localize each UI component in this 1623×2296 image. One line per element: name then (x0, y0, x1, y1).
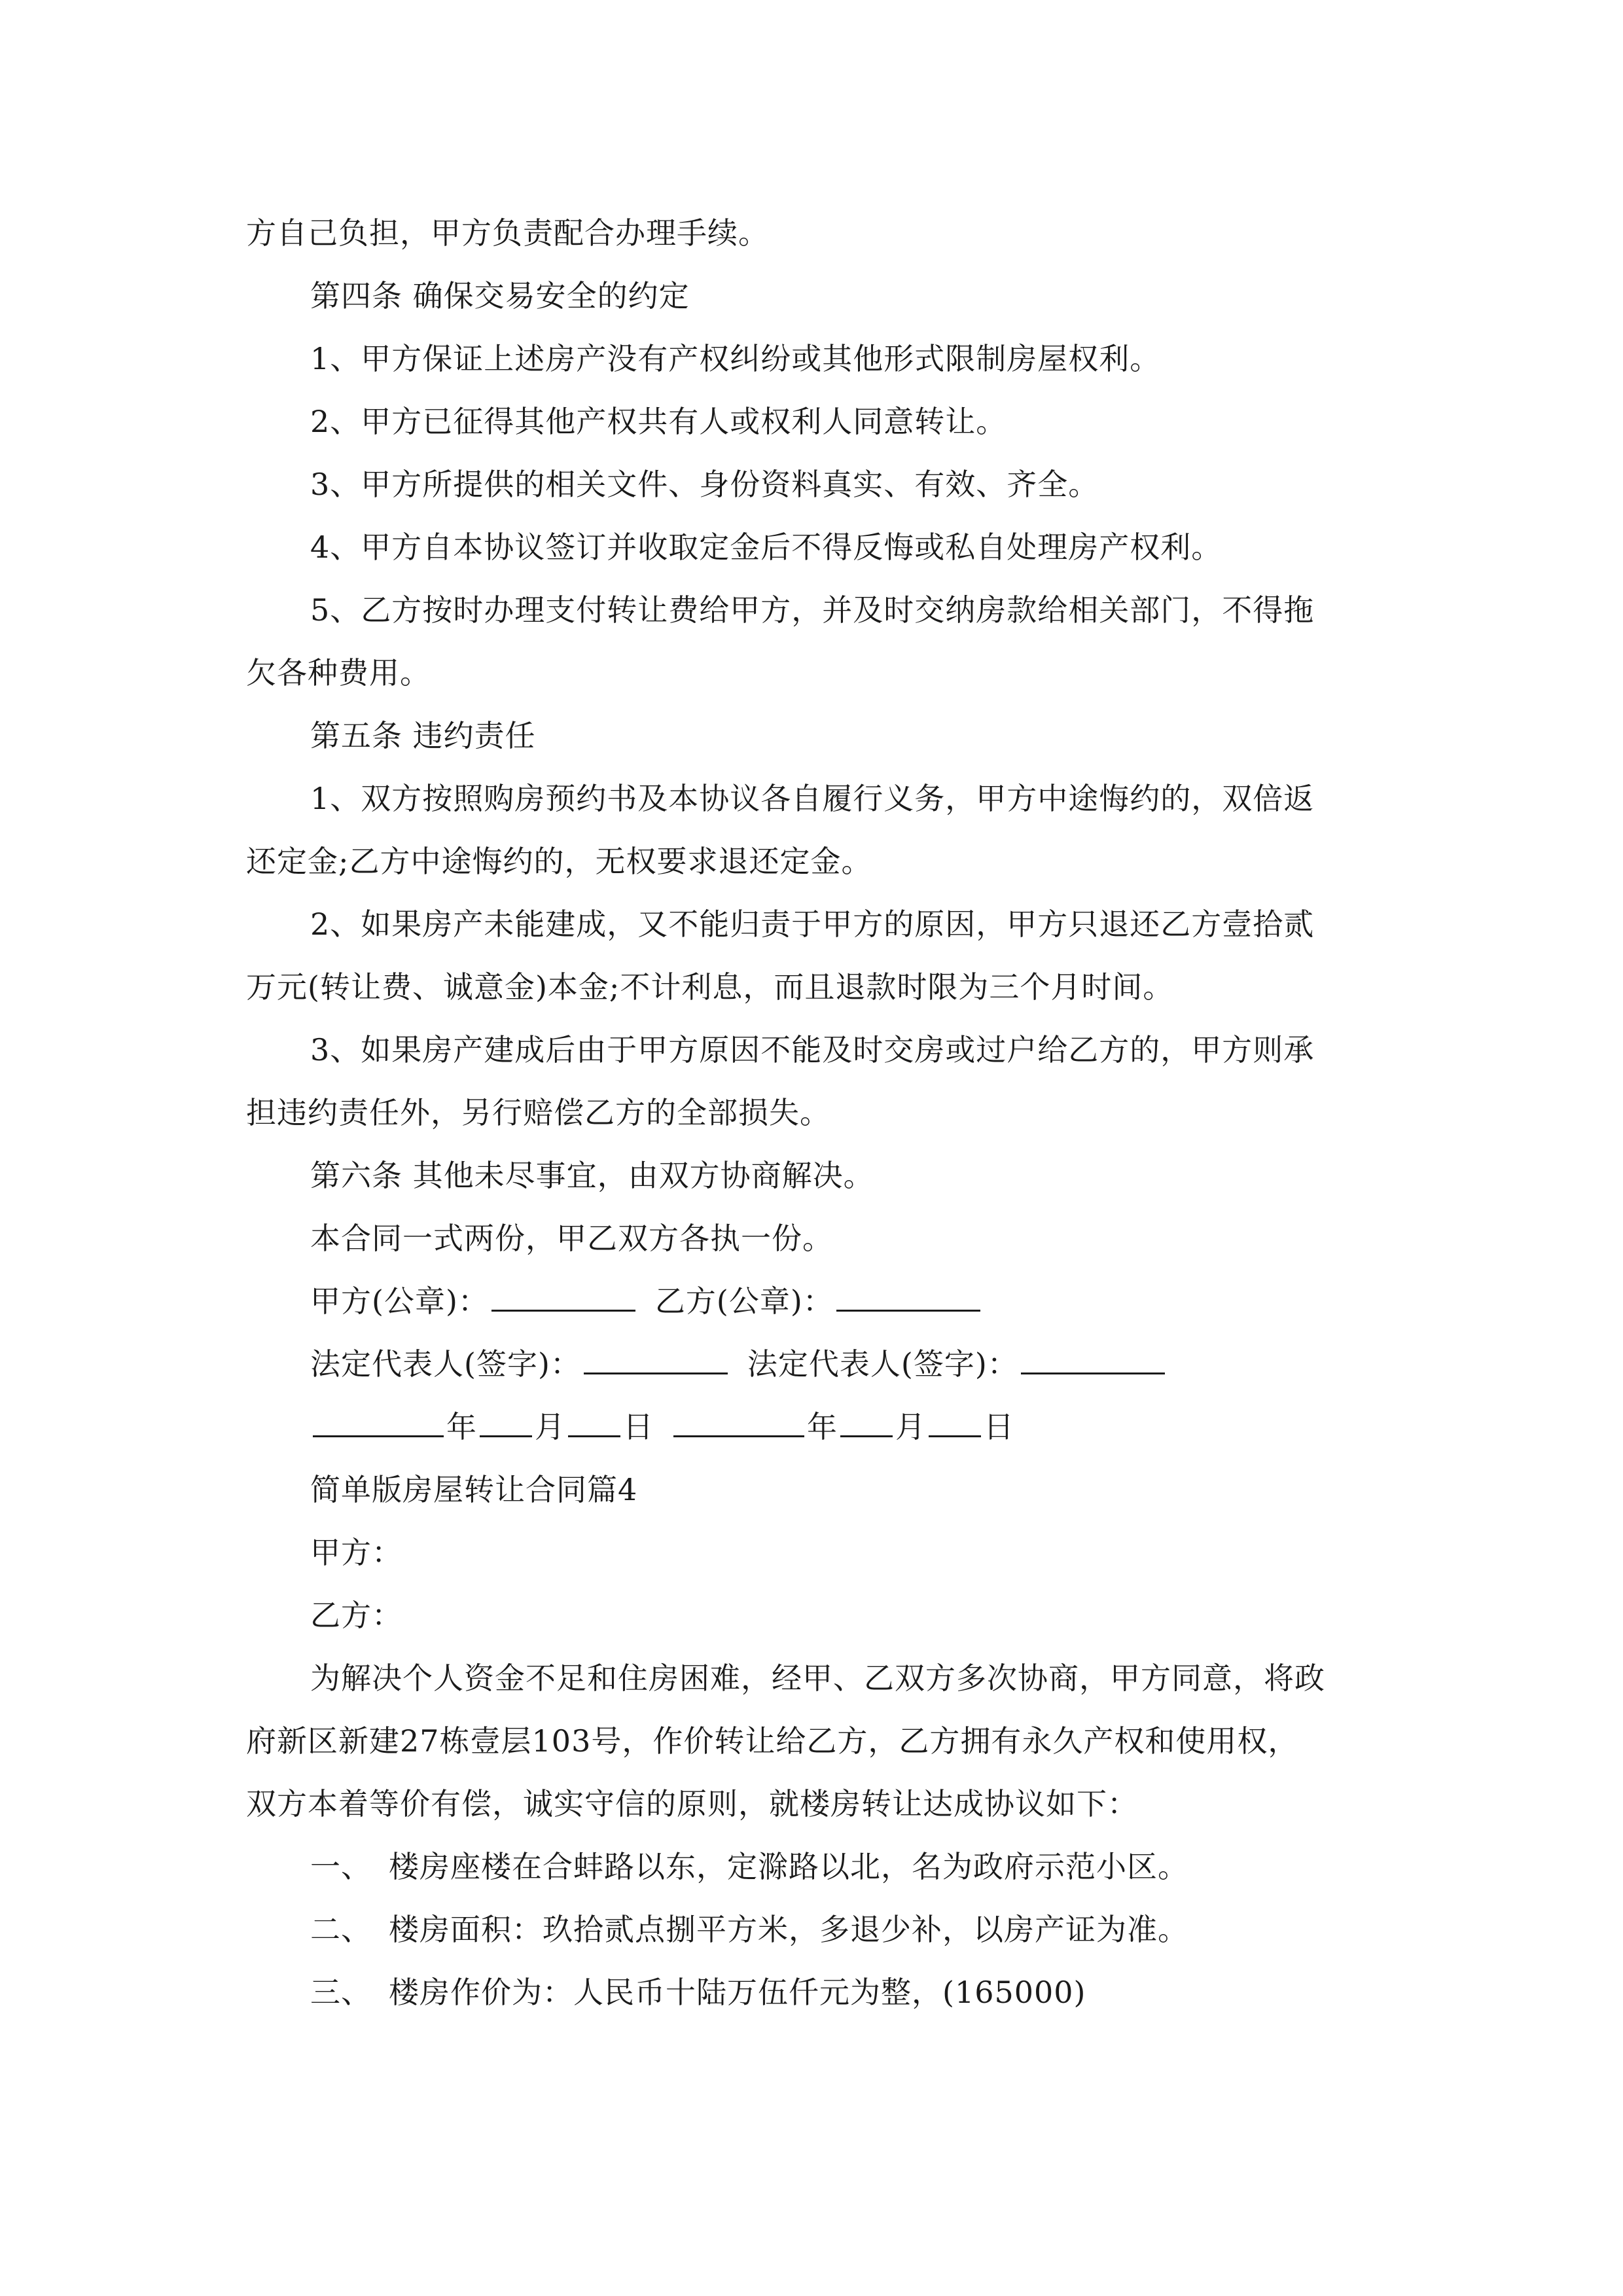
article-heading: 第六条 其他未尽事宜，由双方协商解决。 (310, 1158, 874, 1193)
legal-rep-b-label: 法定代表人(签字)： (747, 1346, 1018, 1382)
year-label: 年 (446, 1409, 477, 1444)
legal-rep-a-blank (584, 1338, 728, 1374)
year-label: 年 (807, 1409, 838, 1444)
day-blank (929, 1401, 981, 1437)
day-label: 日 (984, 1409, 1014, 1444)
legal-rep-line (246, 1333, 1378, 1395)
party-a-line: 甲方： (310, 1535, 402, 1570)
month-label: 月 (895, 1409, 926, 1444)
party-b-seal-blank (836, 1276, 980, 1312)
clause-text: 楼房面积：玖拾贰点捌平方米，多退少补，以房产证为准。 (389, 1912, 1188, 1947)
day-blank (568, 1401, 620, 1437)
clause-number: 三、 (310, 1975, 372, 2010)
paragraph-line: 欠各种费用。 (246, 655, 431, 691)
year-blank (313, 1401, 444, 1437)
paragraph-line: 3、如果房产建成后由于甲方原因不能及时交房或过户给乙方的，甲方则承 (310, 1032, 1315, 1067)
month-blank (480, 1401, 532, 1437)
paragraph-line: 担违约责任外，另行赔偿乙方的全部损失。 (246, 1095, 830, 1130)
party-b-line: 乙方： (310, 1598, 402, 1633)
day-label: 日 (623, 1409, 654, 1444)
clause-text: 楼房座楼在合蚌路以东，定滁路以北，名为政府示范小区。 (389, 1849, 1188, 1884)
seal-line (246, 1270, 1378, 1333)
article-heading: 第四条 确保交易安全的约定 (310, 278, 690, 314)
clause-number: 一、 (310, 1849, 372, 1884)
paragraph-line: 3、甲方所提供的相关文件、身份资料真实、有效、齐全。 (310, 467, 1099, 502)
paragraph-line: 1、双方按照购房预约书及本协议各自履行义务，甲方中途悔约的，双倍返 (310, 781, 1315, 816)
paragraph-line: 4、甲方自本协议签订并收取定金后不得反悔或私自处理房产权利。 (310, 529, 1222, 565)
year-blank (673, 1401, 804, 1437)
month-label: 月 (535, 1409, 565, 1444)
section-title: 简单版房屋转让合同篇4 (310, 1472, 638, 1507)
paragraph-line: 1、甲方保证上述房产没有产权纠纷或其他形式限制房屋权利。 (310, 341, 1161, 376)
clause-text: 楼房作价为：人民币十陆万伍仟元为整，(165000) (389, 1975, 1086, 2010)
paragraph-line: 5、乙方按时办理支付转让费给甲方，并及时交纳房款给相关部门，不得拖 (310, 592, 1315, 628)
legal-rep-b-blank (1021, 1338, 1165, 1374)
intro-line: 双方本着等价有偿，诚实守信的原则，就楼房转让达成协议如下： (246, 1786, 1138, 1821)
intro-line: 府新区新建27栋壹层103号，作价转让给乙方，乙方拥有永久产权和使用权， (246, 1723, 1299, 1759)
intro-line: 为解决个人资金不足和住房困难，经甲、乙双方多次协商，甲方同意，将政 (310, 1660, 1325, 1696)
party-b-seal-label: 乙方(公章)： (654, 1283, 834, 1319)
party-a-seal-blank (491, 1276, 635, 1312)
clause-item (246, 1835, 1378, 1898)
paragraph-line: 还定金;乙方中途悔约的，无权要求退还定金。 (246, 844, 872, 879)
paragraph-line: 本合同一式两份，甲乙双方各执一份。 (310, 1221, 833, 1256)
month-blank (840, 1401, 893, 1437)
paragraph-line: 2、甲方已征得其他产权共有人或权利人同意转让。 (310, 404, 1007, 439)
contract-text (246, 202, 1378, 2024)
paragraph-line: 方自己负担，甲方负责配合办理手续。 (246, 215, 769, 251)
paragraph-line: 万元(转让费、诚意金)本金;不计利息，而且退款时限为三个月时间。 (246, 969, 1174, 1005)
article-heading: 第五条 违约责任 (310, 718, 536, 753)
legal-rep-a-label: 法定代表人(签字)： (310, 1346, 581, 1382)
date-line (246, 1395, 1378, 1458)
clause-number: 二、 (310, 1912, 372, 1947)
party-a-seal-label: 甲方(公章)： (310, 1283, 489, 1319)
clause-item (246, 1898, 1378, 1961)
clause-item (246, 1961, 1378, 2024)
paragraph-line: 2、如果房产未能建成，又不能归责于甲方的原因，甲方只退还乙方壹拾贰 (310, 906, 1315, 942)
